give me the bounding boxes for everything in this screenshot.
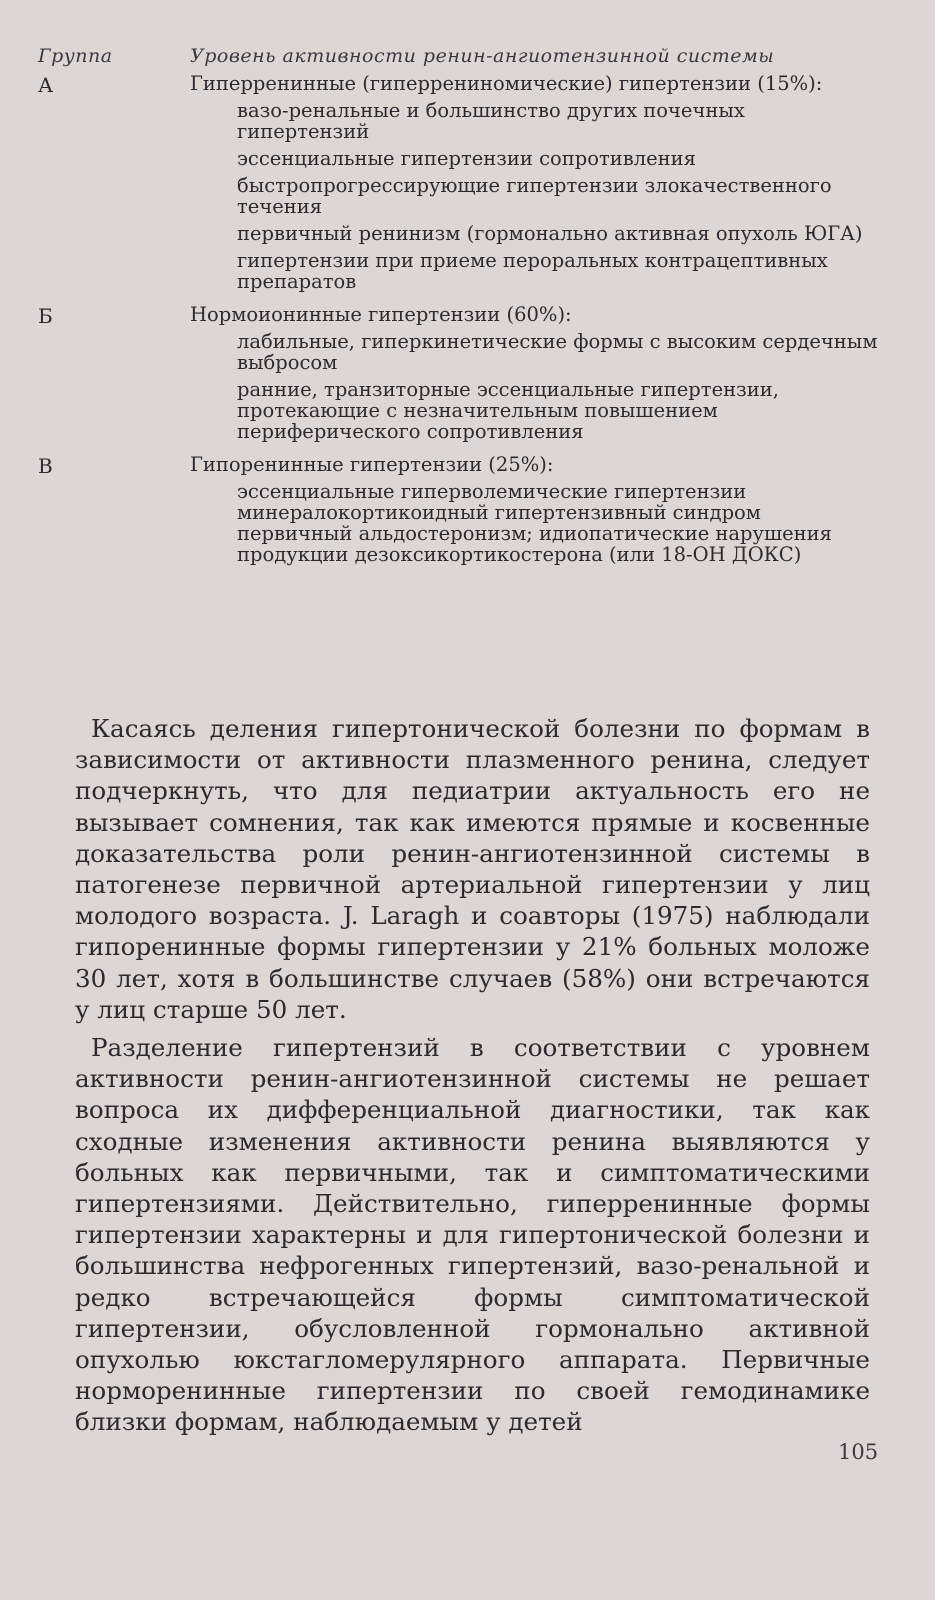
group-label: В	[38, 454, 53, 478]
table-row-a	[38, 73, 883, 298]
renin-classification-table	[38, 45, 883, 571]
category-hyporenin: Гипоренинные гипертензии (25%):	[190, 453, 554, 476]
paragraph: Касаясь деления гипертонической болезни по формам в зависимости от активности плазменного ренина, следует подчеркнуть, что для педиатрии актуальность его не вызывает сомнения, так как имеются прямые и косвенные доказательства роли ренин-ангиотензинной системы в патогенезе первичной артериальной гипертензии у лиц молодого возраста. J. Laragh и соавторы (1975) наблюдали гипоренинные формы гипертензии у 21% больных моложе 30 лет, хотя в большинстве случаев (58%) они встречаются у лиц старше 50 лет.	[75, 714, 870, 1024]
paragraph: Разделение гипертензий в соответствии с уровнем активности ренин-ангиотензинной системы не решает вопроса их дифференциальной диагностики, так как сходные изменения активности ренина выявляются у больных как первичными, так и симптоматическими гипертензиями. Действительно, гиперренинные формы гипертензии характерны и для гипертонической болезни и большинства нефрогенных гипертензий, вазо-ренальной и редко встречающейся формы симптоматической гипертензии, обусловленной гормонально активной опухолью юкстагломерулярного аппарата. Первичные норморенинные гипертензии по своей гемодинамике близки формам, наблюдаемым у детей	[75, 1033, 870, 1437]
list-item: вазо-ренальные и большинство других почечных гипертензий	[237, 99, 745, 143]
group-label: А	[38, 73, 54, 97]
table-header	[38, 45, 883, 67]
category-hyperrenin: Гиперренинные (гиперрениномические) гипертензии (15%):	[190, 72, 823, 95]
group-label: Б	[38, 304, 53, 328]
header-group: Группа	[38, 45, 113, 67]
list-item: эссенциальные гиперволемические гипертензии минералокортикоидный гипертензивный синдром первичный альдостеронизм; идиопатические нарушения продукции дезоксикортикостерона (или 18-ОН ДОКС)	[237, 480, 832, 566]
table-row-v	[38, 454, 883, 571]
page-number: 105	[838, 1440, 879, 1464]
list-item: эссенциальные гипертензии сопротивления	[237, 147, 696, 170]
body-text	[75, 713, 870, 1438]
list-item: ранние, транзиторные эссенциальные гипертензии, протекающие с незначительным повышением периферического сопротивления	[237, 378, 779, 443]
list-item: первичный ренинизм (гормонально активная опухоль ЮГА)	[237, 222, 863, 245]
list-item: гипертензии при приеме пероральных контрацептивных препаратов	[237, 249, 828, 293]
list-item: быстропрогрессирующие гипертензии злокачественного течения	[237, 174, 832, 218]
table-row-b	[38, 304, 883, 448]
header-level: Уровень активности ренин-ангиотензинной системы	[190, 45, 775, 67]
list-item: лабильные, гиперкинетические формы с высоким сердечным выбросом	[237, 330, 878, 374]
category-normorenin: Нормоионинные гипертензии (60%):	[190, 303, 572, 326]
